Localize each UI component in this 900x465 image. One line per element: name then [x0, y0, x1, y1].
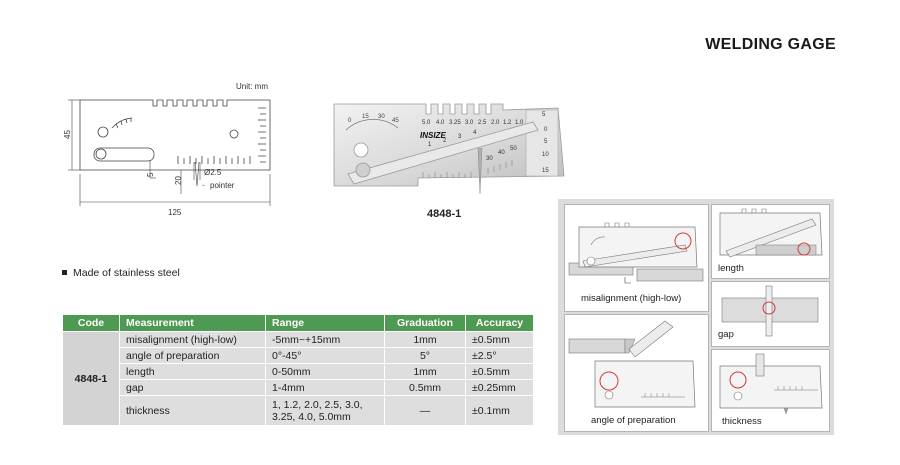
mid-scale-4: 30 [486, 156, 493, 162]
top-scale-2: 3.25 [449, 120, 461, 126]
measurement-cell: gap [120, 380, 266, 396]
mid-scale-2: 3 [458, 134, 462, 140]
technical-drawing [60, 90, 280, 220]
graduation-cell: 5° [385, 348, 466, 364]
misalignment-illustration [565, 205, 708, 289]
accuracy-cell: ±0.25mm [466, 380, 534, 396]
graduation-cell: 1mm [385, 364, 466, 380]
arc-15: 15 [362, 114, 369, 120]
mid-scale-1: 2 [443, 138, 447, 144]
top-scale-3: 3.0 [465, 120, 474, 126]
header-code: Code [63, 315, 120, 332]
accuracy-cell: ±0.1mm [466, 396, 534, 426]
accuracy-cell: ±0.5mm [466, 364, 534, 380]
top-scale-1: 4.0 [436, 120, 445, 126]
feature-bullet [62, 267, 180, 279]
right-scale-0: 5 [542, 112, 546, 118]
graduation-cell: — [385, 396, 466, 426]
svg-text:-: - [202, 180, 205, 190]
range-cell: -5mm~+15mm [266, 332, 385, 348]
feature-text: Made of stainless steel [73, 267, 180, 279]
caption-gap: gap [718, 329, 734, 340]
caption-misalignment: misalignment (high-low) [581, 293, 682, 304]
range-cell: 0°-45° [266, 348, 385, 364]
accuracy-cell: ±2.5° [466, 348, 534, 364]
right-scale-2: 5 [544, 139, 548, 145]
dim-5: 5 [146, 172, 155, 177]
caption-thickness: thickness [722, 416, 762, 427]
top-scale-5: 2.0 [491, 120, 500, 126]
caption-length: length [718, 263, 744, 274]
mid-scale-6: 50 [510, 146, 517, 152]
table-row [63, 380, 534, 396]
unit-label: Unit: mm [236, 82, 268, 91]
range-line-2: 3.25, 4.0, 5.0mm [272, 410, 351, 423]
measurement-cell: length [120, 364, 266, 380]
dim-hole: Ø2.5 [204, 168, 222, 177]
usage-length [711, 204, 830, 279]
dim-length: 125 [168, 208, 182, 217]
usage-gap [711, 281, 830, 347]
top-scale-7: 1.0 [515, 120, 524, 126]
brand-logo: INSIZE [420, 131, 446, 140]
spec-table [62, 314, 534, 426]
product-photo [328, 98, 568, 196]
mid-scale-3: 4 [473, 130, 477, 136]
usage-angle [564, 314, 709, 432]
table-row [63, 332, 534, 348]
measurement-cell: misalignment (high-low) [120, 332, 266, 348]
top-scale-6: 1.2 [503, 120, 512, 126]
bullet-square-icon [62, 270, 67, 275]
arc-45: 45 [392, 118, 399, 124]
header-accuracy: Accuracy [466, 315, 534, 332]
usage-panel [558, 199, 834, 435]
angle-illustration [565, 315, 708, 411]
right-scale-4: 15 [542, 168, 549, 174]
right-scale-1: 0 [544, 127, 548, 133]
mid-scale-0: 1 [428, 142, 432, 148]
header-measurement: Measurement [120, 315, 266, 332]
graduation-cell: 1mm [385, 332, 466, 348]
dim-20: 20 [174, 176, 183, 185]
header-range: Range [266, 315, 385, 332]
length-illustration [712, 205, 829, 261]
table-row [63, 396, 534, 426]
arc-30: 30 [378, 114, 385, 120]
thickness-illustration [712, 350, 829, 414]
mid-scale-5: 40 [498, 150, 505, 156]
caption-angle: angle of preparation [591, 415, 676, 426]
table-header-row [63, 315, 534, 332]
model-label: 4848-1 [427, 208, 462, 220]
top-scale-4: 2.5 [478, 120, 487, 126]
range-line-1: 1, 1.2, 2.0, 2.5, 3.0, [272, 398, 363, 411]
usage-misalignment [564, 204, 709, 312]
measurement-cell: thickness [120, 396, 266, 426]
table-row [63, 348, 534, 364]
range-cell: 0-50mm [266, 364, 385, 380]
dim-height: 45 [63, 130, 72, 139]
right-scale-3: 10 [542, 152, 549, 158]
page-title: WELDING GAGE [705, 36, 836, 53]
code-cell: 4848-1 [63, 332, 120, 426]
measurement-cell: angle of preparation [120, 348, 266, 364]
range-cell [266, 396, 385, 426]
top-scale-0: 5.0 [422, 120, 431, 126]
range-cell: 1-4mm [266, 380, 385, 396]
accuracy-cell: ±0.5mm [466, 332, 534, 348]
pointer-label: pointer [210, 181, 235, 190]
graduation-cell: 0.5mm [385, 380, 466, 396]
arc-0: 0 [348, 118, 352, 124]
usage-thickness [711, 349, 830, 432]
table-row [63, 364, 534, 380]
header-graduation: Graduation [385, 315, 466, 332]
